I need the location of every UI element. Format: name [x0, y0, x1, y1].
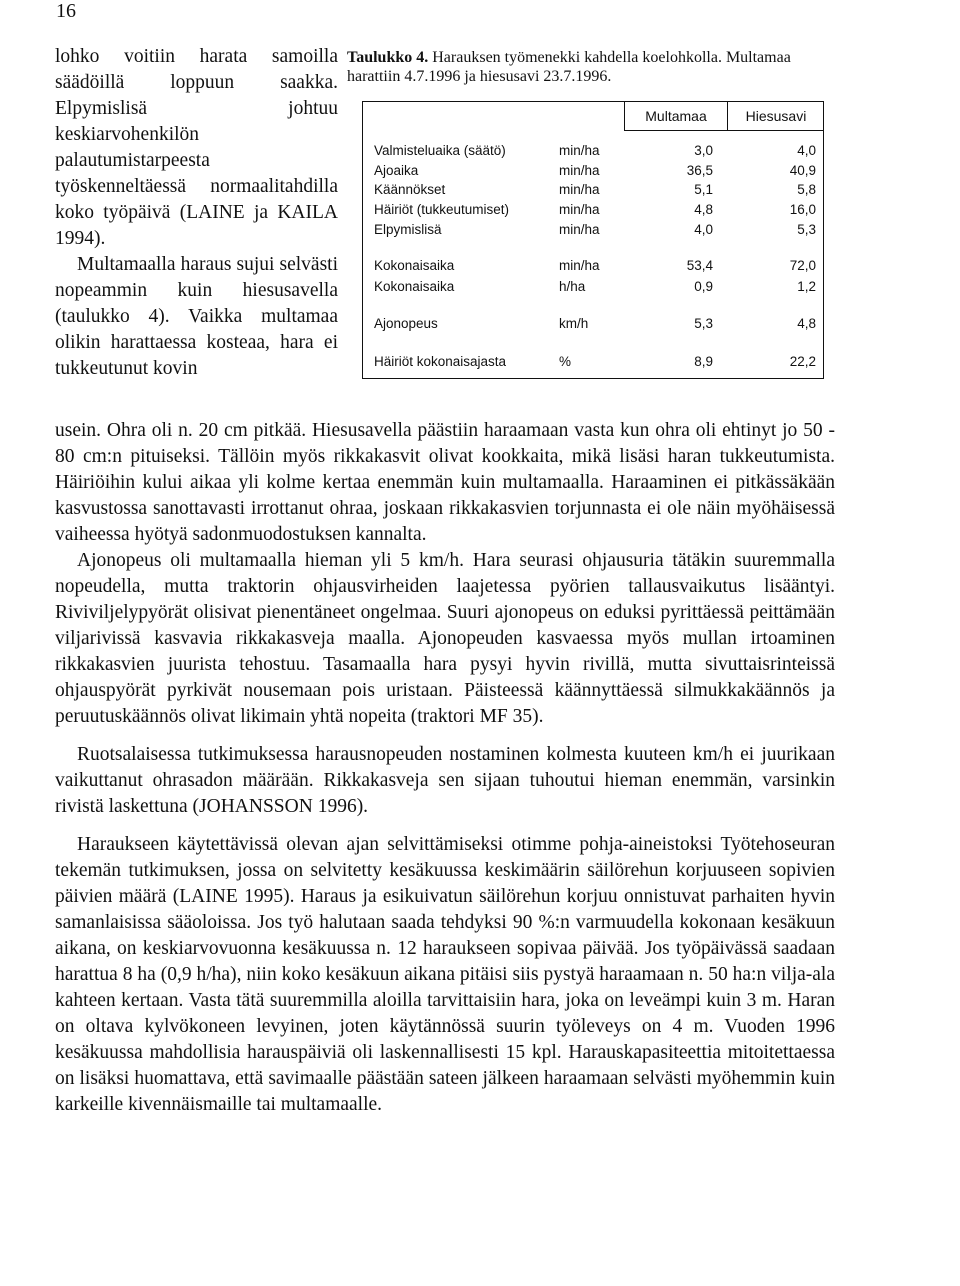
row-hiesusavi-value: 40,9	[789, 163, 816, 178]
row-hiesusavi-value: 1,2	[797, 279, 816, 294]
row-multamaa-value: 5,3	[694, 316, 713, 331]
row-multamaa-value: 0,9	[694, 279, 713, 294]
table-caption-text: Harauksen työmenekki kahdella koelohkolla. Multamaa harattiin 4.7.1996 ja hiesusavi 23.7.1996.	[347, 49, 791, 85]
row-label: Kokonaisaika	[374, 279, 455, 294]
table-caption	[347, 48, 845, 86]
row-multamaa-value: 5,1	[694, 182, 713, 197]
row-hiesusavi-value: 4,8	[797, 316, 816, 331]
row-unit: min/ha	[559, 163, 600, 178]
row-unit: %	[559, 354, 572, 369]
row-label: Häiriöt kokonaisajasta	[374, 354, 507, 369]
row-label: Ajoaika	[374, 163, 419, 178]
row-multamaa-value: 3,0	[694, 143, 713, 158]
row-unit: km/h	[559, 316, 589, 331]
table-row	[363, 354, 823, 372]
paragraph: Multamaalla haraus sujui selvästi nopeammin kuin hiesusavella (taulukko 4). Vaikka multamaa olikin harattaessa kosteaa, hara ei tukkeutunut kovin	[55, 254, 338, 379]
table-row	[363, 258, 823, 276]
table-row	[363, 182, 823, 200]
row-hiesusavi-value: 5,3	[797, 222, 816, 237]
left-column-text	[55, 44, 338, 382]
table-row	[363, 163, 823, 181]
body-text	[55, 418, 835, 1118]
row-hiesusavi-value: 72,0	[789, 258, 816, 273]
row-label: Elpymislisä	[374, 222, 442, 237]
row-multamaa-value: 4,8	[694, 202, 713, 217]
paragraph: Haraukseen käytettävissä olevan ajan selvittämiseksi otimme pohja-aineistoksi Työtehoseuran tekemän tutkimuksen, jossa on selvitetty kesäkuussa keskimäärin säilörehun korjuuseen sopivien päivien määrä (LAINE 1995). Haraus ja esikuivatun säilörehun korjuu onnistuvat parhaiten hyvin samanlaisissa sääoloissa. Jos työ halutaan saada tehdyksi 90 %:n varmuudella kokonaan kesäkuun aikana, on keskiarvovuonna kesäkuussa n. 12 haraukseen sopivaa päivää. Jos työpäivässä saadaan harattua 8 ha (0,9 h/ha), niin koko kesäkuun aikana pitäisi siis pystyä haraamaan n. 50 ha:n vilja-ala kahteen kertaan. Vasta tätä suuremmilla aloilla tarvittaisiin hara, joka on leveämpi kuin 3 m. Haran on oltava kylvökoneen levyinen, joten käytännössä suurin työleveys on 4 m. Vuoden 1996 kesäkuussa mahdollisia harauspäiviä oli laskennallisesti 15 kpl. Harauskapasiteettia mitoitettaessa on lisäksi huomattava, että savimaalle päästään sateen jälkeen haraamaan selvästi myöhemmin kuin karkeille kivennäismaille tai multamaalle.	[55, 834, 835, 1115]
row-multamaa-value: 4,0	[694, 222, 713, 237]
table-caption-label: Taulukko 4.	[347, 49, 429, 66]
row-label: Käännökset	[374, 182, 446, 197]
row-unit: min/ha	[559, 222, 600, 237]
paragraph: Ruotsalaisessa tutkimuksessa harausnopeuden nostaminen kolmesta kuuteen km/h ei juurikaan vaikuttanut ohrasadon määrään. Rikkakasveja sen sijaan tuhoutui hieman enemmän, varsinkin rivistä laskettuna (JOHANSSON 1996).	[55, 744, 835, 817]
paragraph: usein. Ohra oli n. 20 cm pitkää. Hiesusavella päästiin haraamaan vasta kun ohra oli ehtinyt jo 50 - 80 cm:n pituiseksi. Tällöin myös rikkakasvit olivat kookkaita, mikä lisäsi haran tukkeutumista. Häiriöihin kului aikaa yli kolme kertaa enemmän kuin multamaalla. Haraaminen ei pitkässäkään kasvustossa sanottavasti irrottanut ohraa, joskaan rikkakasvien torjunnasta ei ole näin myöhäisessä vaiheessa hyötyä sadonmuodostuksen kannalta.	[55, 420, 835, 545]
row-unit: h/ha	[559, 279, 586, 294]
row-unit: min/ha	[559, 143, 600, 158]
column-header-multamaa: Multamaa	[624, 101, 728, 131]
row-unit: min/ha	[559, 258, 600, 273]
row-label: Häiriöt (tukkeutumiset)	[374, 202, 510, 217]
row-multamaa-value: 53,4	[686, 258, 713, 273]
row-hiesusavi-value: 22,2	[789, 354, 816, 369]
table-4	[362, 101, 824, 379]
table-row	[363, 143, 823, 161]
paragraph: Ajonopeus oli multamaalla hieman yli 5 km/h. Hara seurasi ohjausuria tätäkin suuremmalla nopeudella, mutta traktorin ohjausvirheiden laajetessa pyörien tallausvaikutus lisääntyi. Riviviljelypyörät olisivat pienentäneet ongelmaa. Suuri ajonopeus on eduksi pyrittäessä peittämään viljarivissä kasvavia rikkakasveja maalla. Ajonopeuden kasvaessa myös mullan irtoaminen rikkakasvien juurista tehostuu. Tasamaalla hara pysyi hyvin rivillä, mutta sivuttaisrinteissä ohjauspyörät pyrkivät nousemaan pois uristaan. Päisteessä käännyttäessä silmukkakäännös ja peruutuskäännös olivat likimain yhtä nopeita (traktori MF 35).	[55, 550, 835, 727]
table-row	[363, 222, 823, 240]
column-header-hiesusavi: Hiesusavi	[728, 101, 824, 131]
row-label: Kokonaisaika	[374, 258, 455, 273]
table-row	[363, 279, 823, 297]
row-unit: min/ha	[559, 182, 600, 197]
row-label: Valmisteluaika (säätö)	[374, 143, 506, 158]
row-hiesusavi-value: 4,0	[797, 143, 816, 158]
row-unit: min/ha	[559, 202, 600, 217]
row-multamaa-value: 36,5	[686, 163, 713, 178]
table-row	[363, 202, 823, 220]
row-label: Ajonopeus	[374, 316, 438, 331]
page-number: 16	[56, 0, 76, 22]
row-hiesusavi-value: 5,8	[797, 182, 816, 197]
row-multamaa-value: 8,9	[694, 354, 713, 369]
row-hiesusavi-value: 16,0	[789, 202, 816, 217]
table-row	[363, 316, 823, 334]
paragraph: lohko voitiin harata samoilla säädöillä loppuun saakka. Elpymislisä johtuu keskiarvohenkilön palautumistarpeesta työskenneltäessä normaalitahdilla koko työpäivä (LAINE ja KAILA 1994).	[55, 46, 338, 249]
